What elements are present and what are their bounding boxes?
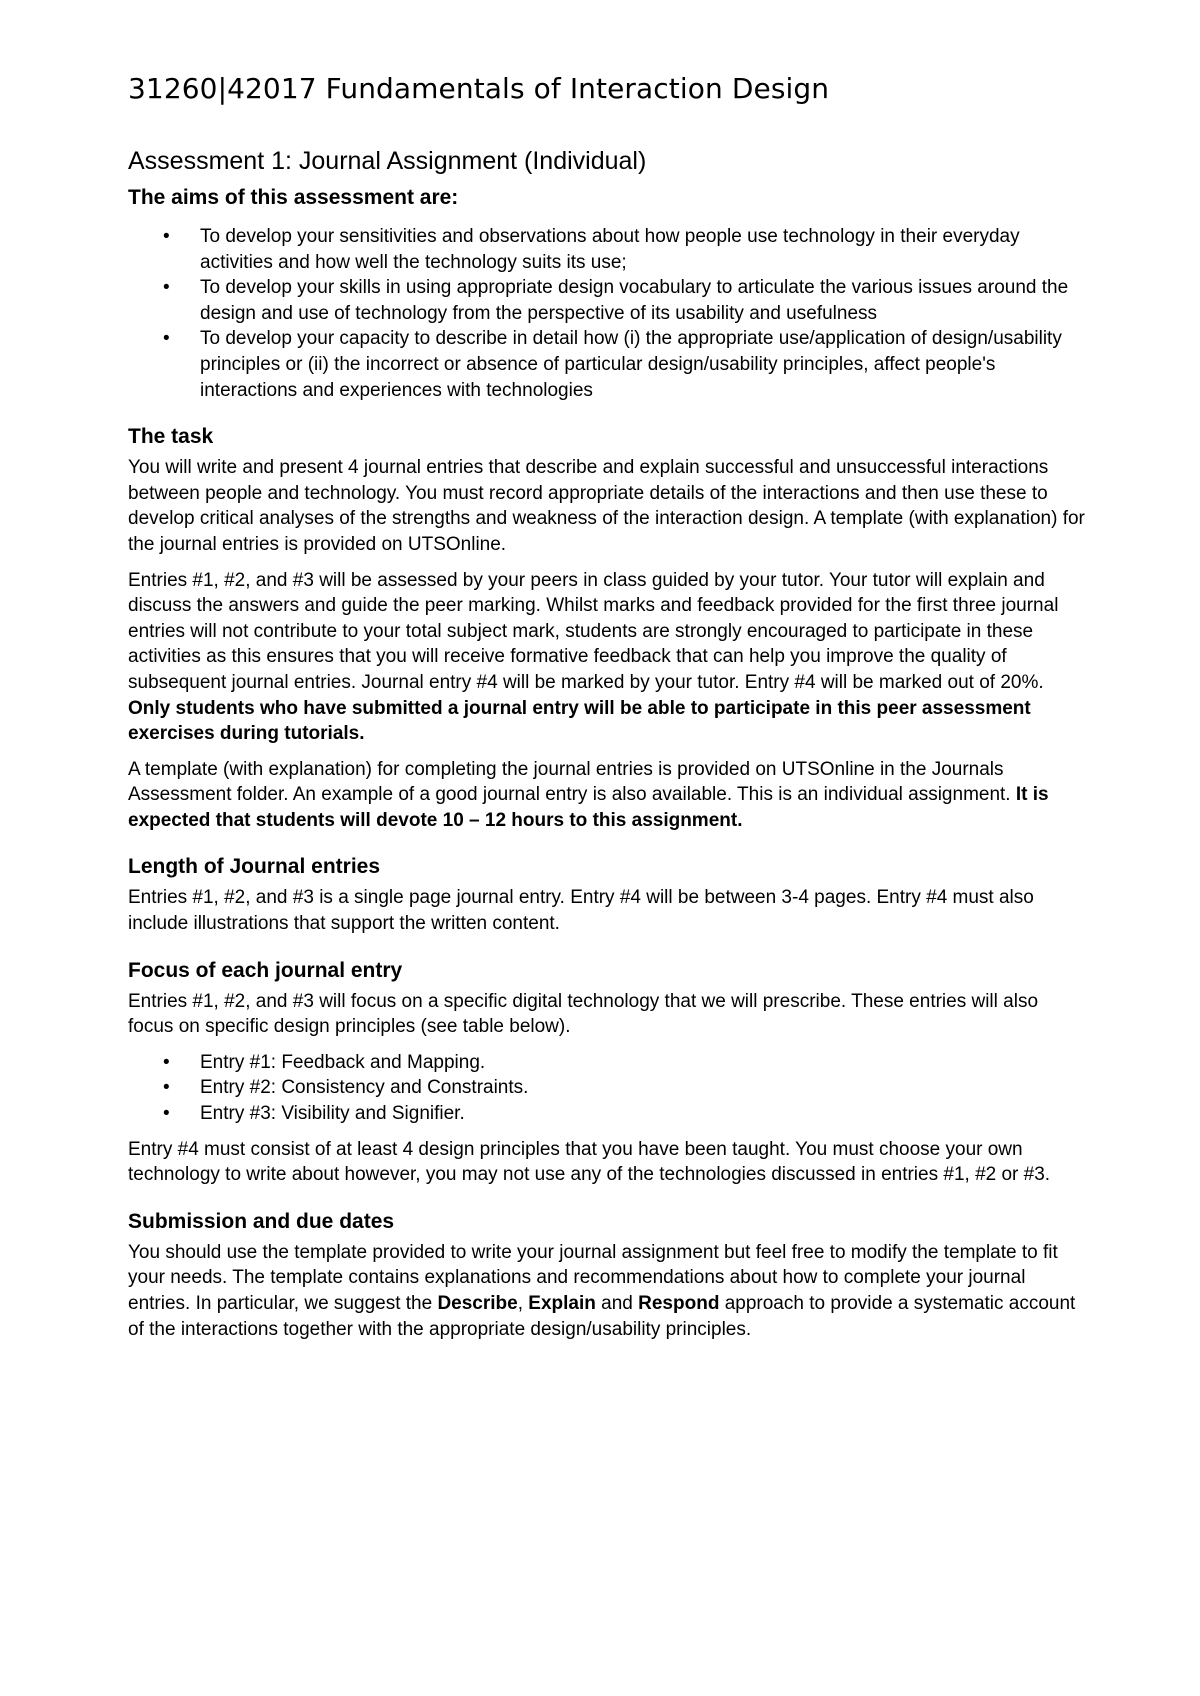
list-item: • To develop your skills in using appropriate design vocabulary to articulate the various issues around the design and use of technology from the perspective of its usability and usefulness bbox=[200, 275, 1088, 326]
submission-text-a: You should use the template provided to write your journal assignment but feel free to modify the template to fit your needs. The template contains explanations and recommendations about how to complete your journal entries. In particular, we suggest the bbox=[128, 1241, 1058, 1314]
list-item: • Entry #1: Feedback and Mapping. bbox=[200, 1050, 1088, 1076]
submission-text-e: approach to provide a systematic account of the interactions together with the appropriate design/usability principles. bbox=[128, 1293, 1076, 1340]
task-paragraph-2-bold: Only students who have submitted a journal entry will be able to participate in this peer assessment exercises during tutorials. bbox=[128, 697, 1031, 745]
task-paragraph-3-bold: It is expected that students will devote 10 – 12 hours to this assignment. bbox=[128, 784, 1049, 831]
list-item: • Entry #3: Visibility and Signifier. bbox=[200, 1101, 1088, 1127]
respond-keyword: Respond bbox=[638, 1293, 720, 1314]
describe-keyword: Describe bbox=[437, 1293, 518, 1314]
submission-text-c: , bbox=[517, 1293, 529, 1314]
submission-text-d: and bbox=[595, 1293, 639, 1314]
task-heading: The task bbox=[128, 425, 214, 449]
task-paragraph-2-text: Entries #1, #2, and #3 will be assessed by your peers in class guided by your tutor. Your tutor will explain and discuss the answers and guide the peer marking. Whilst marks and feedback provided for the first three journal entries will not contribute to your total subject mark, students are strongly encouraged to participate in these activities as this ensures that you will receive formative feedback that can help you improve the quality of subsequent journal entries. Journal entry #4 will be marked by your tutor. Entry #4 will be marked out of 20%. bbox=[128, 569, 1059, 693]
list-item: • To develop your sensitivities and observations about how people use technology in their everyday activities and how well the technology suits its use; bbox=[200, 224, 1088, 275]
focus-paragraph-2: Entry #4 must consist of at least 4 design principles that you have been taught. You must choose your own technology to write about however, you may not use any of the technologies discussed in entries #1, #2 or #3. bbox=[128, 1138, 1051, 1186]
assessment-title: Assessment 1: Journal Assignment (Individual) bbox=[128, 147, 647, 175]
document-page bbox=[128, 72, 1088, 1352]
explain-keyword: Explain bbox=[528, 1293, 596, 1314]
focus-heading: Focus of each journal entry bbox=[128, 958, 403, 982]
length-heading: Length of Journal entries bbox=[128, 855, 381, 879]
task-paragraph-2 bbox=[128, 568, 1088, 747]
task-paragraph-3-text: A template (with explanation) for completing the journal entries is provided on UTSOnline in the Journals Assessment folder. An example of a good journal entry is also available. This is an individual assignment. bbox=[128, 758, 1016, 806]
list-item: • Entry #2: Consistency and Constraints. bbox=[200, 1075, 1088, 1101]
course-title: 31260|42017 Fundamentals of Interaction Design bbox=[128, 72, 830, 105]
aims-heading: The aims of this assessment are: bbox=[128, 186, 459, 209]
aims-list bbox=[128, 224, 1088, 403]
task-paragraph-1: You will write and present 4 journal entries that describe and explain successful and unsuccessful interactions between people and technology. You must record appropriate details of the interactions and then use these to develop critical analyses of the strengths and weakness of the interaction design. A template (with explanation) for the journal entries is provided on UTSOnline. bbox=[128, 457, 1085, 555]
list-item: • To develop your capacity to describe in detail how (i) the appropriate use/application of design/usability principles or (ii) the incorrect or absence of particular design/usability principles, affect people's interactions and experiences with technologies bbox=[200, 326, 1088, 403]
task-paragraph-3 bbox=[128, 757, 1088, 834]
length-paragraph: Entries #1, #2, and #3 is a single page journal entry. Entry #4 will be between 3-4 pages. Entry #4 must also include illustrations that support the written content. bbox=[128, 887, 1034, 935]
submission-paragraph bbox=[128, 1240, 1088, 1342]
focus-paragraph-1: Entries #1, #2, and #3 will focus on a specific digital technology that we will prescribe. These entries will also focus on specific design principles (see table below). bbox=[128, 990, 1039, 1038]
focus-list bbox=[128, 1050, 1088, 1127]
submission-heading: Submission and due dates bbox=[128, 1209, 395, 1233]
